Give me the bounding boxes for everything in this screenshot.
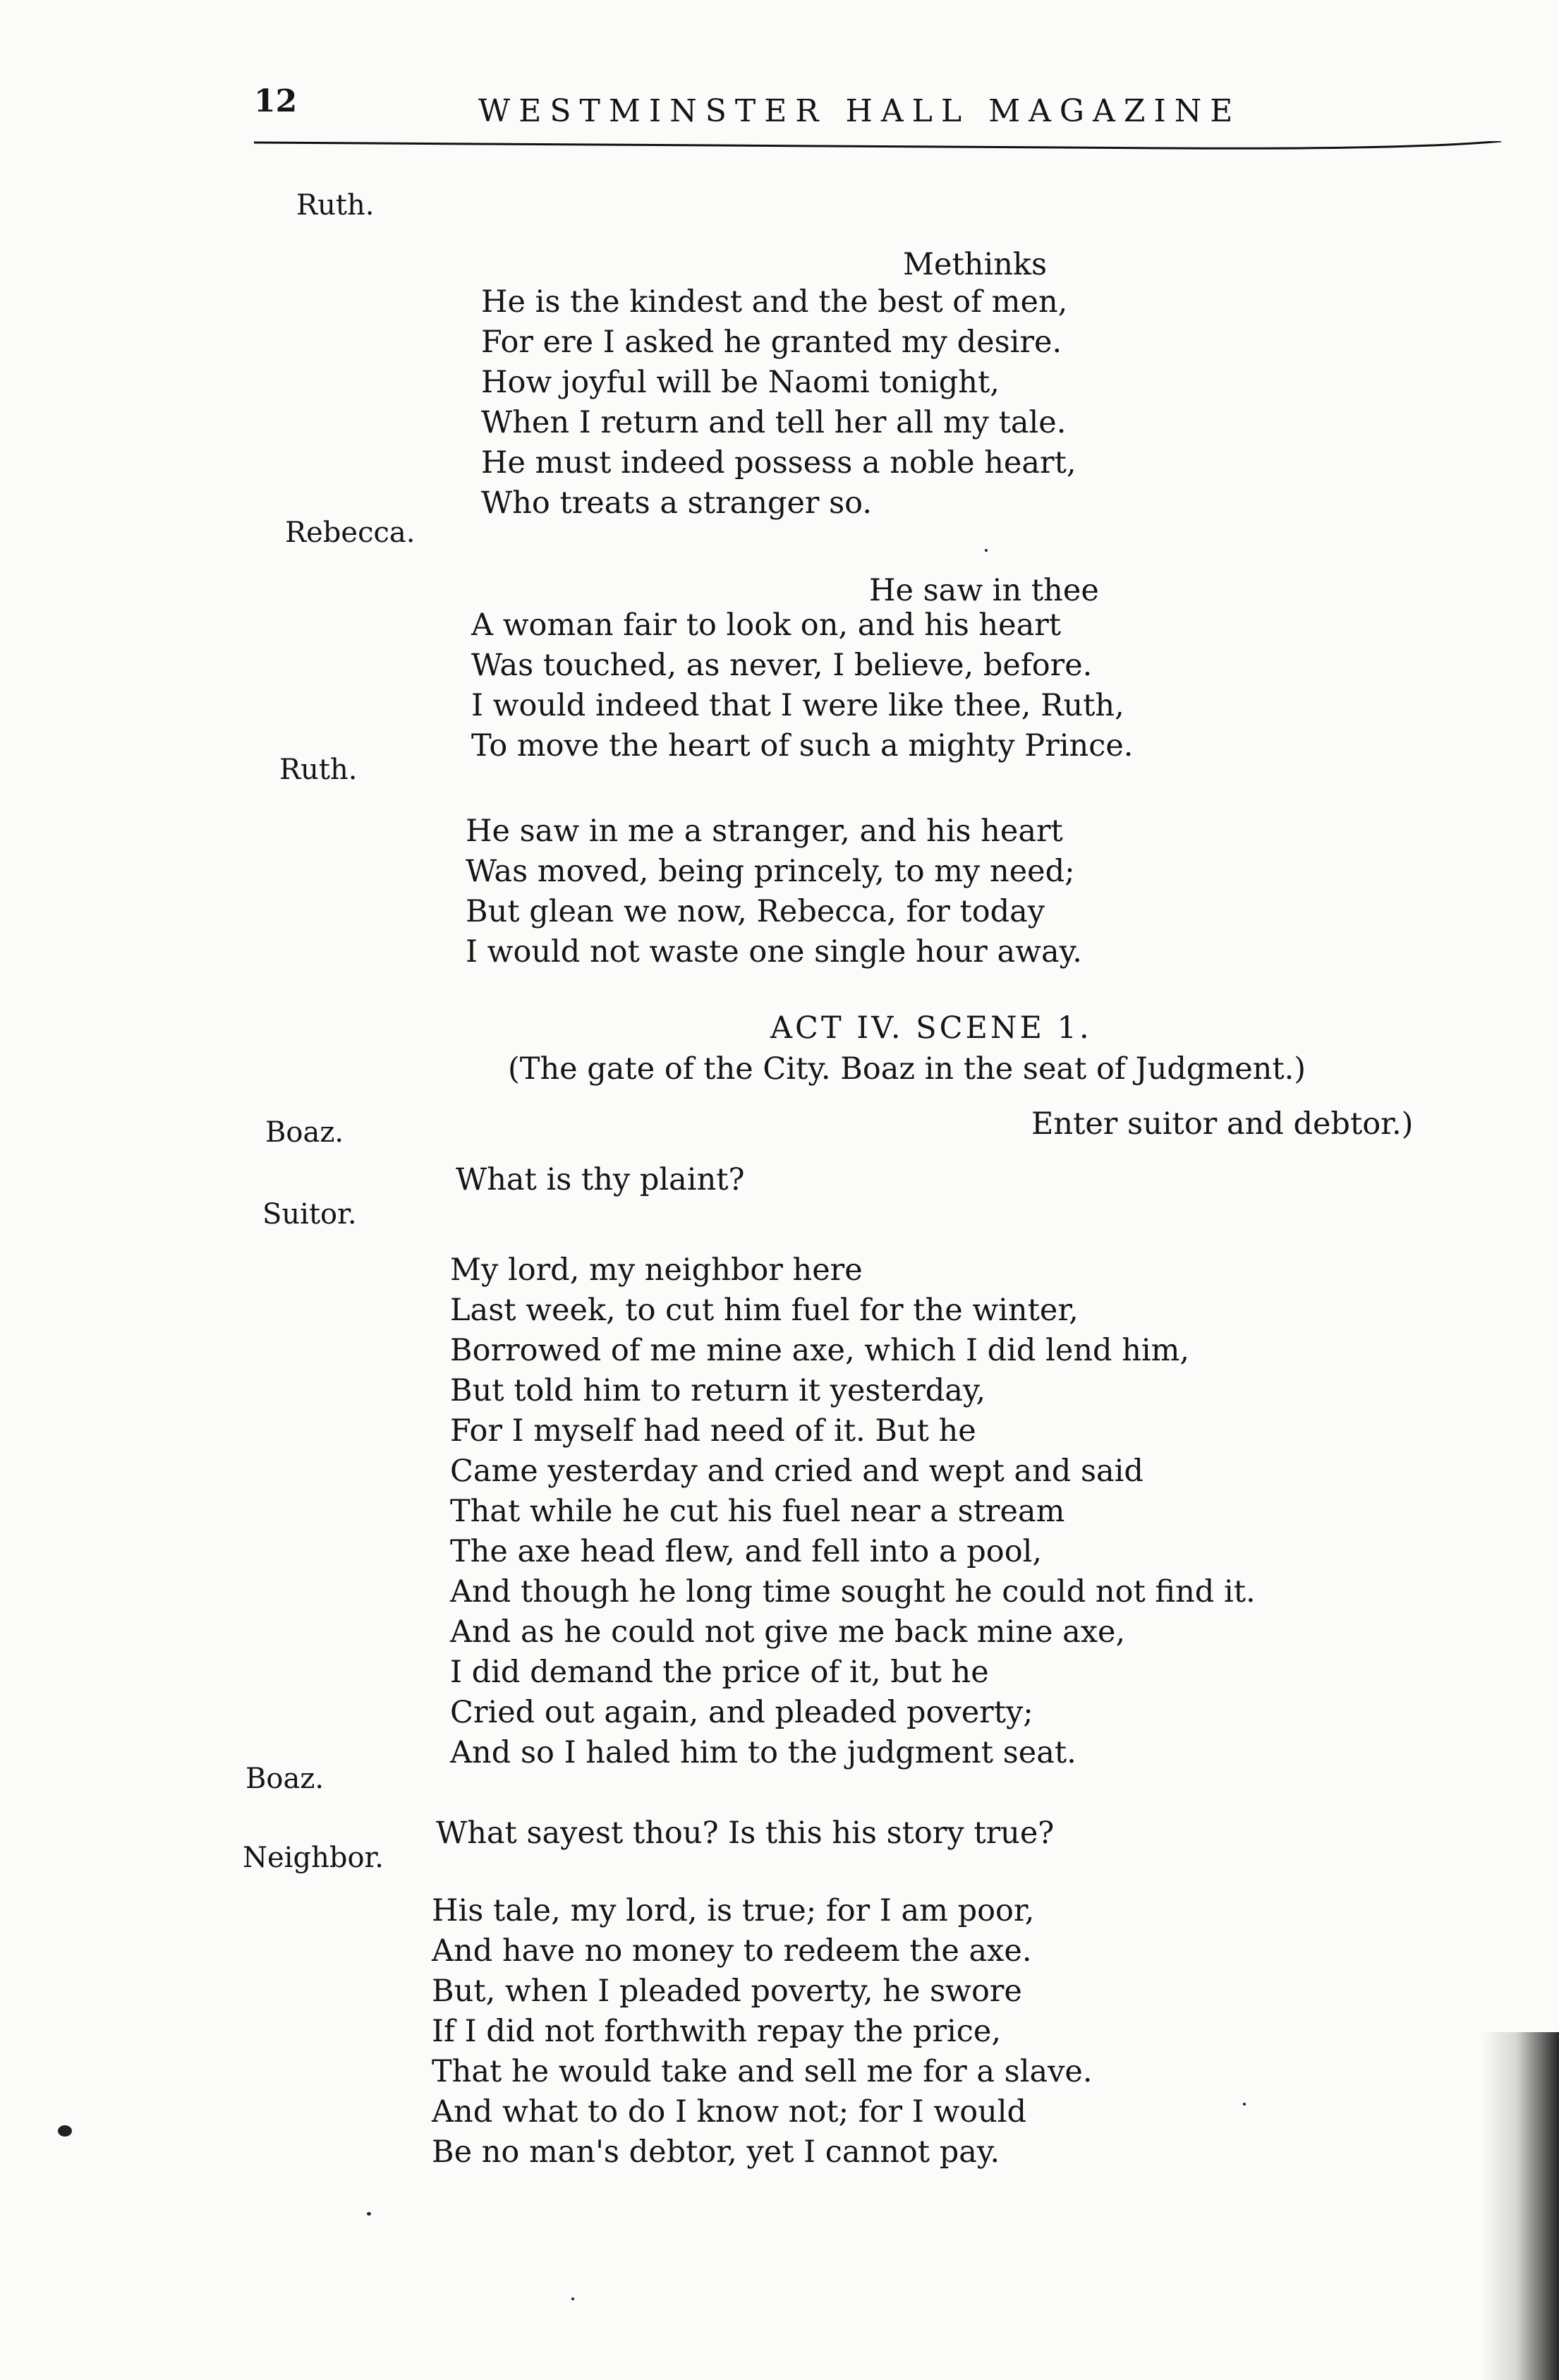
verse-line: But glean we now, Rebecca, for today <box>466 894 1045 929</box>
ink-speck <box>571 2297 574 2300</box>
running-header <box>254 83 1488 168</box>
verse-lead: He saw in thee <box>869 573 1099 608</box>
verse-line: He is the kindest and the best of men, <box>481 284 1068 320</box>
verse-line: Borrowed of me mine axe, which I did lend him, <box>450 1333 1190 1368</box>
verse-line: And though he long time sought he could not find it. <box>450 1574 1256 1609</box>
verse-line: How joyful will be Naomi tonight, <box>481 365 1000 400</box>
stage-direction: (The gate of the City. Boaz in the seat of Judgment.) <box>508 1051 1306 1087</box>
verse-line: And have no money to redeem the axe. <box>432 1933 1032 1969</box>
speaker-boaz: Boaz. <box>245 1763 324 1795</box>
verse-line: To move the heart of such a mighty Prince. <box>471 728 1134 763</box>
verse-block <box>481 282 1076 524</box>
verse-line: I did demand the price of it, but he <box>450 1655 989 1690</box>
verse-line: That while he cut his fuel near a stream <box>450 1494 1065 1529</box>
verse-line: Be no man's debtor, yet I cannot pay. <box>432 2134 1000 2170</box>
verse-line: Who treats a stranger so. <box>481 485 872 521</box>
page-number: 12 <box>254 83 298 119</box>
verse-line: Was touched, as never, I believe, before. <box>471 648 1093 683</box>
verse-line: I would not waste one single hour away. <box>466 934 1082 969</box>
verse-block <box>450 1250 1256 1773</box>
verse-lead: Methinks <box>903 247 1048 282</box>
verse-block <box>456 1160 745 1200</box>
verse-line: He must indeed possess a noble heart, <box>481 445 1076 481</box>
verse-line: For ere I asked he granted my desire. <box>481 325 1062 360</box>
verse-block <box>471 605 1133 766</box>
header-rule <box>254 141 1503 154</box>
verse-line: What sayest thou? Is this his story true? <box>436 1816 1055 1851</box>
verse-line: When I return and tell her all my tale. <box>481 405 1067 440</box>
verse-line: But told him to return it yesterday, <box>450 1373 986 1408</box>
verse-line: He saw in me a stranger, and his heart <box>466 814 1063 849</box>
verse-line: What is thy plaint? <box>456 1162 745 1197</box>
verse-line: And what to do I know not; for I would <box>432 2094 1027 2130</box>
verse-block <box>466 811 1082 972</box>
verse-line: His tale, my lord, is true; for I am poor, <box>432 1893 1035 1928</box>
verse-block <box>436 1813 1054 1854</box>
verse-block <box>432 1891 1093 2173</box>
verse-line: But, when I pleaded poverty, he swore <box>432 1974 1022 2009</box>
verse-line: Last week, to cut him fuel for the winter, <box>450 1293 1079 1328</box>
act-scene-heading: ACT IV. SCENE 1. <box>770 1010 1092 1046</box>
verse-line: For I myself had need of it. But he <box>450 1413 976 1449</box>
verse-line: I would indeed that I were like thee, Ruth, <box>471 688 1124 723</box>
ink-speck <box>985 549 988 552</box>
speaker-neighbor: Neighbor. <box>243 1842 384 1874</box>
verse-line: And as he could not give me back mine axe, <box>450 1614 1126 1650</box>
page-edge-shadow <box>1481 2032 1559 2380</box>
verse-line: My lord, my neighbor here <box>450 1252 863 1288</box>
speaker-boaz: Boaz. <box>265 1116 344 1149</box>
speaker-ruth: Ruth. <box>279 754 358 786</box>
verse-line: And so I haled him to the judgment seat. <box>450 1735 1076 1770</box>
verse-line: Cried out again, and pleaded poverty; <box>450 1695 1033 1730</box>
verse-line: That he would take and sell me for a slave. <box>432 2054 1093 2089</box>
speaker-ruth: Ruth. <box>296 189 375 222</box>
stage-direction-entry: Enter suitor and debtor.) <box>1031 1106 1414 1142</box>
verse-line: Came yesterday and cried and wept and said <box>450 1454 1144 1489</box>
speaker-rebecca: Rebecca. <box>285 517 415 549</box>
ink-speck <box>1243 2103 1246 2106</box>
verse-line: If I did not forthwith repay the price, <box>432 2014 1002 2049</box>
verse-line: The axe head flew, and fell into a pool, <box>450 1534 1043 1569</box>
magazine-title: WESTMINSTER HALL MAGAZINE <box>478 93 1242 129</box>
speaker-suitor: Suitor. <box>262 1198 357 1231</box>
verse-line: Was moved, being princely, to my need; <box>466 854 1075 889</box>
ink-speck <box>367 2212 371 2216</box>
verse-line: A woman fair to look on, and his heart <box>471 608 1062 643</box>
ink-speck <box>58 2125 72 2137</box>
